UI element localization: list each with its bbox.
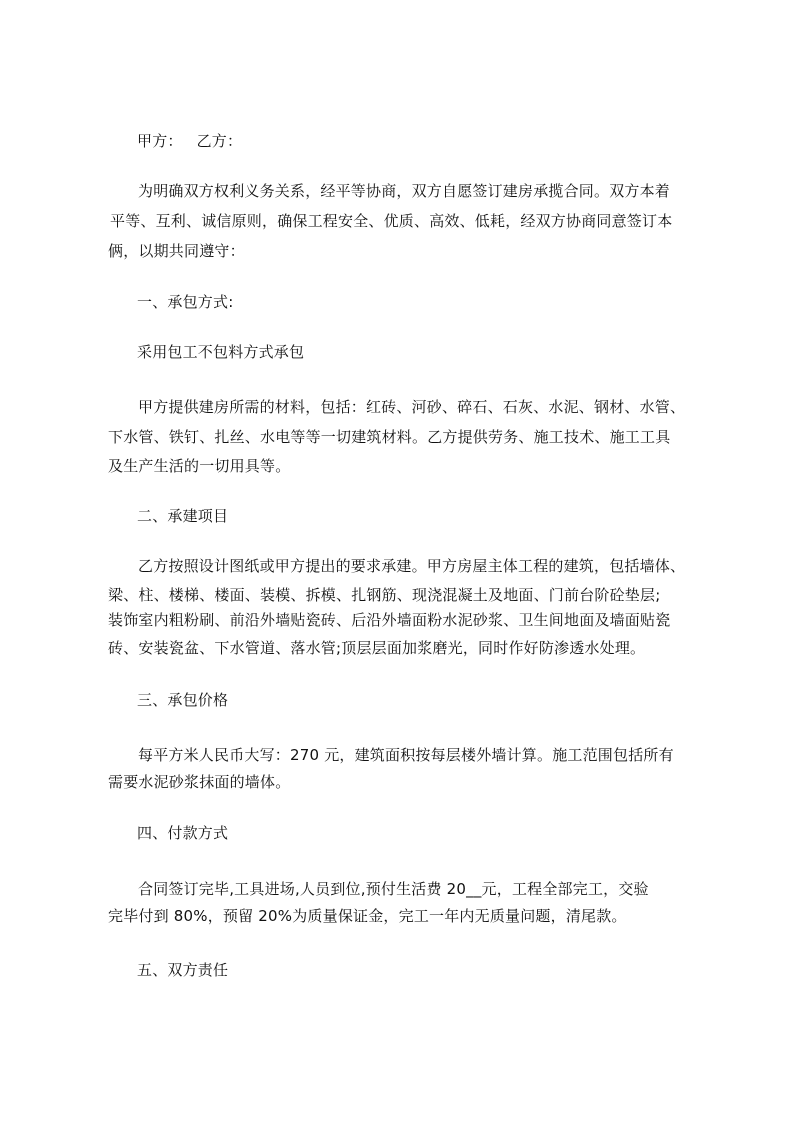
section-4-line-1: 合同签订完毕,工具进场,人员到位,预付生活费 20__元，工程全部完工，交验 [138, 880, 649, 898]
intro-line-2: 平等、互利、诚信原则，确保工程安全、优质、高效、低耗，经双方协商同意签订本 [110, 212, 673, 230]
party-a-label: 甲方： [137, 132, 183, 150]
section-2-line-1: 乙方按照设计图纸或甲方提出的要求承建。甲方房屋主体工程的建筑，包括墙体、 [138, 557, 686, 575]
section-2-line-2: 梁、柱、楼梯、楼面、装模、拆模、扎钢筋、现浇混凝土及地面、门前台阶砼垫层; [108, 586, 661, 604]
party-b-label: 乙方： [196, 132, 243, 150]
section-1-subheading: 采用包工不包料方式承包 [137, 343, 305, 361]
section-3-line-1: 每平方米人民币大写：270 元，建筑面积按每层楼外墙计算。施工范围包括所有 [138, 746, 674, 764]
section-1-line-1: 甲方提供建房所需的材料，包括：红砖、河砂、碎石、石灰、水泥、钢材、水管、 [138, 398, 686, 416]
section-2-line-3: 装饰室内粗粉刷、前沿外墙贴瓷砖、后沿外墙面粉水泥砂浆、卫生间地面及墙面贴瓷 [108, 611, 671, 629]
section-1-line-2: 下水管、铁钉、扎丝、水电等等一切建筑材料。乙方提供劳务、施工技术、施工工具 [108, 428, 671, 446]
section-5-heading: 五、双方责任 [137, 961, 229, 979]
section-3-heading: 三、承包价格 [137, 691, 229, 709]
section-4-heading: 四、付款方式 [137, 824, 229, 842]
parties-line [137, 131, 242, 151]
intro-line-1: 为明确双方权利义务关系，经平等协商，双方自愿签订建房承揽合同。双方本着 [138, 182, 671, 200]
section-4-line-2: 完毕付到 80%，预留 20%为质量保证金，完工一年内无质量问题，清尾款。 [108, 907, 627, 925]
section-1-line-3: 及生产生活的一切用具等。 [108, 457, 291, 475]
section-3-line-2: 需要水泥砂浆抹面的墙体。 [108, 773, 291, 791]
section-1-heading: 一、承包方式: [137, 293, 234, 311]
intro-line-3: 俩，以期共同遵守： [108, 242, 245, 260]
section-2-heading: 二、承建项目 [137, 507, 229, 525]
section-2-line-4: 砖、安装瓷盆、下水管道、落水管;顶层层面加浆磨光，同时作好防渗透水处理。 [108, 639, 646, 657]
